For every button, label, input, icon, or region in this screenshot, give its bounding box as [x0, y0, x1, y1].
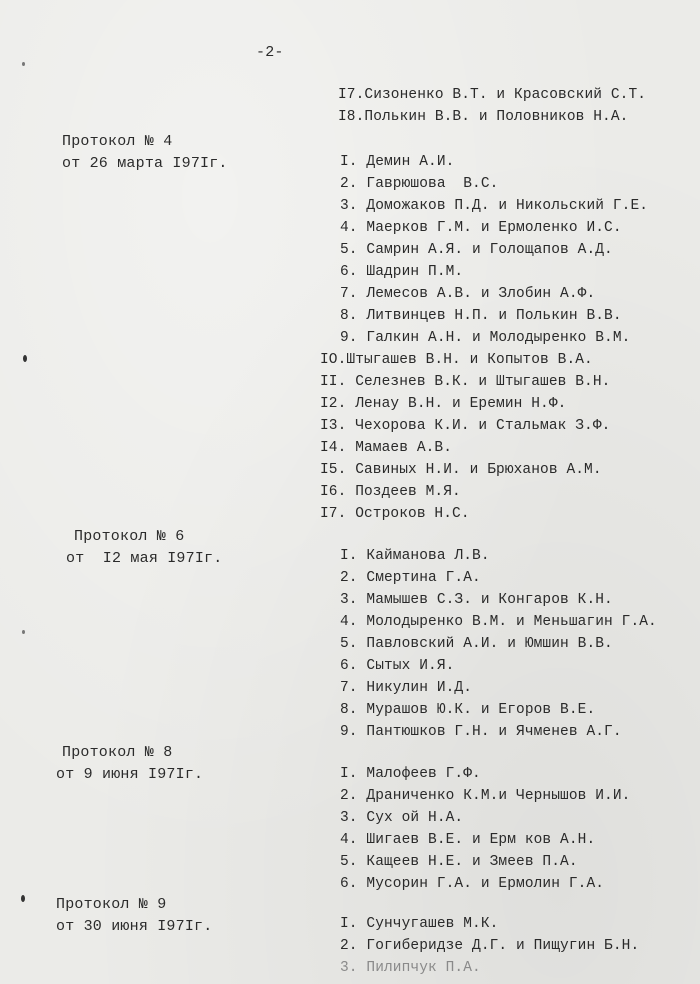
list-item: 2. Гаврюшова В.С.	[340, 176, 499, 192]
scan-speck	[21, 895, 25, 902]
list-item: I3. Чехорова К.И. и Стальмак З.Ф.	[320, 418, 611, 434]
list-item: 6. Шадрин П.М.	[340, 264, 464, 280]
list-item: 7. Лемесов А.В. и Злобин А.Ф.	[340, 286, 596, 302]
list-item: I7.Сизоненко В.Т. и Красовский С.Т.	[338, 87, 647, 103]
page-number: -2-	[256, 44, 284, 61]
list-item: 5. Кащеев Н.Е. и Змеев П.А.	[340, 854, 578, 870]
list-item: 8. Литвинцев Н.П. и Полькин В.В.	[340, 308, 622, 324]
protocol-date: от 9 июня I97Iг.	[56, 766, 204, 783]
protocol-date: от I2 мая I97Iг.	[66, 550, 223, 567]
protocol-date: от 26 марта I97Iг.	[62, 155, 228, 172]
list-item: 9. Галкин А.Н. и Молодыренко В.М.	[340, 330, 631, 346]
list-item: 7. Никулин И.Д.	[340, 680, 473, 696]
list-item: 2. Драниченко К.М.и Чернышов И.И.	[340, 788, 631, 804]
list-item: I. Демин А.И.	[340, 154, 455, 170]
protocol-title: Протокол № 8	[62, 744, 173, 761]
list-item: 3. Пилипчук П.А.	[340, 960, 481, 976]
list-item: 9. Пантюшков Г.Н. и Ячменев А.Г.	[340, 724, 622, 740]
list-item: 5. Павловский А.И. и Юмшин В.В.	[340, 636, 613, 652]
list-item: I2. Ленау В.Н. и Еремин Н.Ф.	[320, 396, 567, 412]
list-item: I. Кайманова Л.В.	[340, 548, 490, 564]
list-item: 8. Мурашов Ю.К. и Егоров В.Е.	[340, 702, 596, 718]
list-item: 5. Самрин А.Я. и Голощапов А.Д.	[340, 242, 613, 258]
scan-speck	[23, 355, 27, 362]
list-item: 6. Мусорин Г.А. и Ермолин Г.А.	[340, 876, 605, 892]
list-item: I7. Остроков Н.С.	[320, 506, 470, 522]
list-item: I. Сунчугашев М.К.	[340, 916, 499, 932]
list-item: 3. Сух ой Н.А.	[340, 810, 464, 826]
protocol-title: Протокол № 4	[62, 133, 173, 150]
list-item: 4. Маерков Г.М. и Ермоленко И.С.	[340, 220, 622, 236]
list-item: I5. Савиных Н.И. и Брюханов А.М.	[320, 462, 602, 478]
list-item: I6. Поздеев М.Я.	[320, 484, 461, 500]
protocol-title: Протокол № 9	[56, 896, 167, 913]
list-item: I8.Полькин В.В. и Половников Н.А.	[338, 109, 629, 125]
protocol-date: от 30 июня I97Iг.	[56, 918, 213, 935]
list-item: 4. Молодыренко В.М. и Меньшагин Г.А.	[340, 614, 657, 630]
protocol-title: Протокол № 6	[74, 528, 185, 545]
list-item: 3. Мамышев С.З. и Конгаров К.Н.	[340, 592, 613, 608]
list-item: I. Малофеев Г.Ф.	[340, 766, 481, 782]
list-item: 4. Шигаев В.Е. и Ерм ков А.Н.	[340, 832, 596, 848]
list-item: 6. Сытых И.Я.	[340, 658, 455, 674]
list-item: I4. Мамаев А.В.	[320, 440, 453, 456]
list-item: 2. Гогиберидзе Д.Г. и Пищугин Б.Н.	[340, 938, 640, 954]
scan-speck	[22, 62, 25, 66]
list-item: 3. Доможаков П.Д. и Никольский Г.Е.	[340, 198, 649, 214]
list-item: 2. Смертина Г.А.	[340, 570, 481, 586]
list-item: IO.Штыгашев В.Н. и Копытов В.А.	[320, 352, 593, 368]
scan-speck	[22, 630, 25, 634]
list-item: II. Селезнев В.К. и Штыгашев В.Н.	[320, 374, 611, 390]
